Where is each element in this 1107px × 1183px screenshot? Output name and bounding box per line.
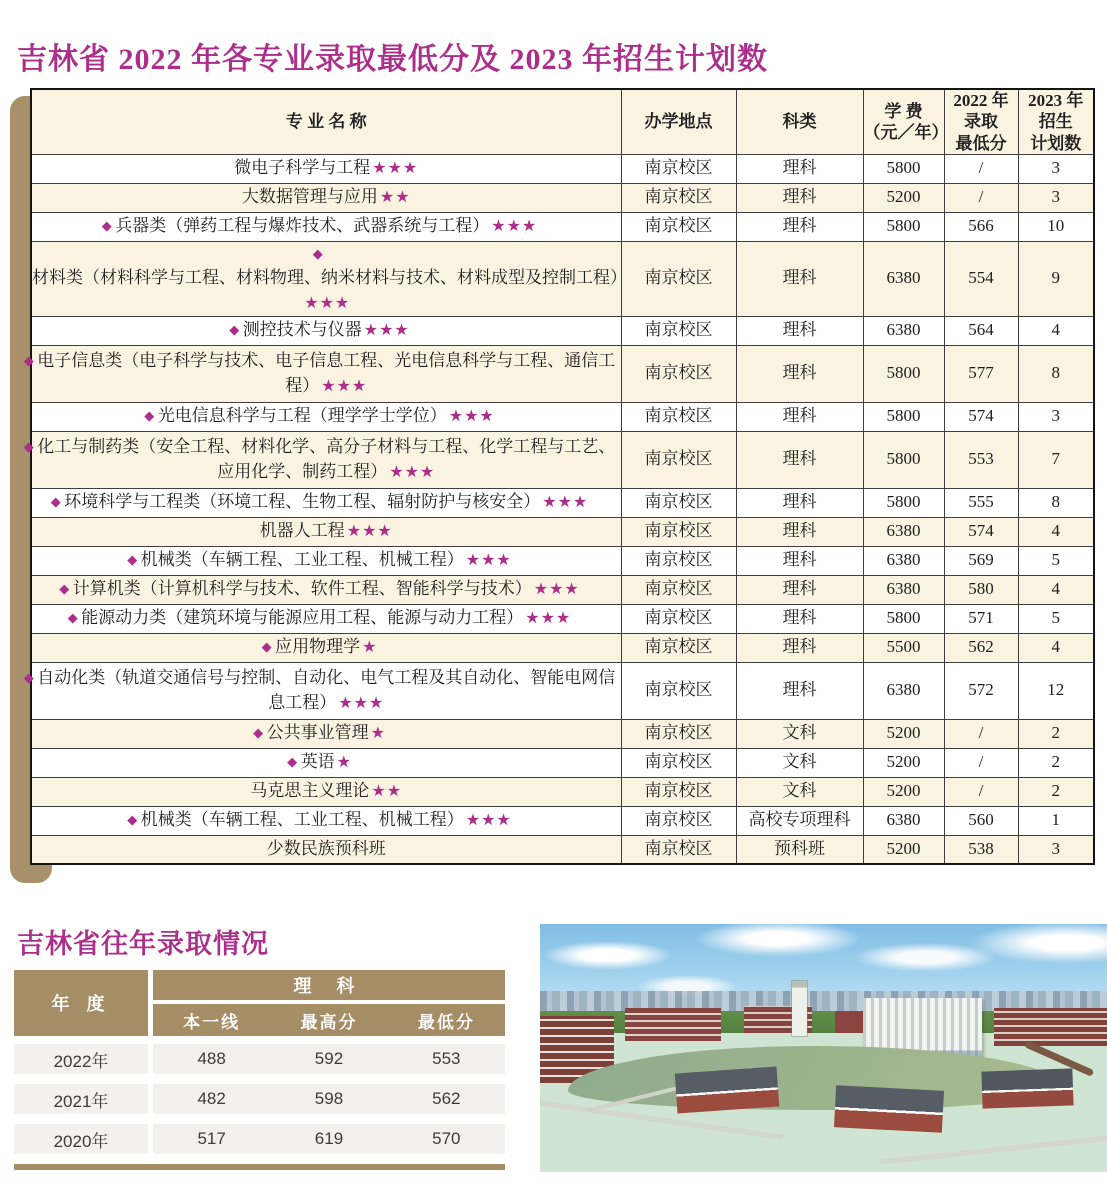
category-cell: 理科 [736,345,863,402]
history-max-cell: 619 [314,1129,344,1148]
photo-foreground-house-1 [675,1067,780,1114]
diamond-icon: ◆ [67,610,78,626]
major-name: 公共事业管理 [266,723,369,743]
major-name: 测控技术与仪器 [242,320,362,340]
major-name-cell [31,546,621,575]
table-row [31,212,1094,241]
plan-count-cell: 2 [1018,719,1094,748]
column-header-plan [1018,89,1094,154]
location-cell: 南京校区 [621,154,736,183]
major-name-cell [31,777,621,806]
plan-count-cell: 9 [1018,241,1094,316]
min-score-cell: 553 [944,431,1018,488]
history-table-header [14,970,505,1036]
major-name: 机器人工程 [259,521,345,541]
location-cell: 南京校区 [621,431,736,488]
header-line: （元／年） [863,122,949,142]
table-row [31,154,1094,183]
star-icons: ★★★ [448,408,495,426]
location-cell: 南京校区 [621,633,736,662]
table-row [31,806,1094,835]
plan-count-cell: 7 [1018,431,1094,488]
major-name-cell [31,488,621,517]
history-table-rows [14,1044,505,1154]
major-name: 少数民族预科班 [266,839,386,859]
history-ben-cell: 488 [197,1049,226,1068]
tuition-cell: 5200 [863,835,944,864]
table-row [31,748,1094,777]
tuition-cell: 5800 [863,431,944,488]
category-cell: 预科班 [736,835,863,864]
category-cell: 理科 [736,183,863,212]
star-icons: ★ [370,725,386,743]
major-name-cell [23,662,621,719]
major-name-cell [31,748,621,777]
plan-count-cell: 10 [1018,212,1094,241]
star-icons: ★★★ [346,523,393,541]
history-min-cell: 570 [432,1129,461,1148]
location-cell: 南京校区 [621,604,736,633]
location-cell: 南京校区 [621,748,736,777]
major-name: 自动化类（轨道交通信号与控制、自动化、电气工程及其自动化、智能电网信息工程） [37,668,616,712]
star-icons: ★★ [371,783,403,801]
major-name: 机械类（车辆工程、工业工程、机械工程） [140,550,464,570]
major-name-cell [31,575,621,604]
star-icons: ★ [362,639,378,657]
diamond-icon: ◆ [287,754,298,770]
category-cell: 理科 [736,431,863,488]
table-row [31,662,1094,719]
photo-red-building-2 [625,1008,721,1040]
min-score-cell: 572 [944,662,1018,719]
star-icons: ★★★ [304,295,351,313]
min-score-cell: / [944,719,1018,748]
major-name: 应用物理学 [275,637,361,657]
header-line: 招生 [1038,112,1073,132]
category-cell: 文科 [736,719,863,748]
tuition-cell: 6380 [863,546,944,575]
major-name: 大数据管理与应用 [241,187,378,207]
history-title: 吉林省往年录取情况 [17,929,269,959]
star-icons: ★★★ [321,377,368,395]
table-row [31,546,1094,575]
major-name-cell [31,604,621,633]
tuition-cell: 6380 [863,575,944,604]
history-row [14,1124,505,1154]
table-row [31,604,1094,633]
star-icons: ★★★ [465,812,512,830]
tuition-cell: 5800 [863,402,944,431]
admissions-table [23,88,1095,865]
tuition-cell: 5800 [863,488,944,517]
table-row [31,633,1094,662]
column-header-location: 办学地点 [621,89,736,154]
category-cell: 理科 [736,402,863,431]
star-icons: ★★★ [363,322,410,340]
major-name: 化工与制药类（安全工程、材料化学、高分子材料与工程、化学工程与工艺、应用化学、制药工程） [37,437,616,481]
category-cell: 理科 [736,517,863,546]
column-header-min-score [944,89,1018,154]
star-icons: ★★ [379,189,411,207]
tuition-cell: 5800 [863,154,944,183]
category-cell: 理科 [736,241,863,316]
diamond-icon: ◆ [59,581,70,597]
table-row [31,316,1094,345]
location-cell: 南京校区 [621,345,736,402]
history-year-cell: 2022年 [14,1044,148,1074]
star-icons: ★★★ [372,160,419,178]
diamond-icon: ◆ [50,494,61,510]
header-row [31,89,1094,154]
location-cell: 南京校区 [621,546,736,575]
min-score-cell: 554 [944,241,1018,316]
category-cell: 理科 [736,575,863,604]
history-year-cell: 2021年 [14,1084,148,1114]
min-score-cell: 560 [944,806,1018,835]
category-cell: 理科 [736,662,863,719]
min-score-cell: 580 [944,575,1018,604]
location-cell: 南京校区 [621,777,736,806]
major-name-cell [23,431,621,488]
min-score-cell: 566 [944,212,1018,241]
photo-foreground-house-3 [982,1069,1074,1109]
plan-count-cell: 1 [1018,806,1094,835]
photo-red-building-right [994,1008,1107,1045]
star-icons: ★★★ [338,694,385,712]
plan-count-cell: 8 [1018,345,1094,402]
tuition-cell: 6380 [863,316,944,345]
star-icons: ★★★ [533,581,580,599]
history-year-cell: 2020年 [14,1124,148,1154]
history-table [14,970,505,1170]
table-row [31,241,1094,316]
diamond-icon: ◆ [229,322,240,338]
tuition-cell: 5800 [863,212,944,241]
history-header-year: 年 度 [14,970,148,1036]
category-cell: 文科 [736,748,863,777]
tuition-cell: 5200 [863,183,944,212]
category-cell: 理科 [736,488,863,517]
header-line: 计划数 [1030,133,1082,153]
history-values [153,1084,505,1114]
diamond-icon: ◆ [253,725,264,741]
major-name-cell [31,402,621,431]
min-score-cell: / [944,154,1018,183]
header-line: 录取 [964,112,998,132]
tuition-cell: 6380 [863,662,944,719]
location-cell: 南京校区 [621,241,736,316]
plan-count-cell: 8 [1018,488,1094,517]
admissions-table-body [23,154,1094,864]
major-name: 环境科学与工程类（环境工程、生物工程、辐射防护与核安全） [64,492,541,512]
major-name-cell [31,316,621,345]
history-header-ben: 本一线 [183,1012,241,1032]
category-cell: 理科 [736,546,863,575]
table-row [31,183,1094,212]
major-name-cell [31,633,621,662]
location-cell: 南京校区 [621,719,736,748]
diamond-icon: ◆ [127,812,138,828]
major-name: 兵器类（弹药工程与爆炸技术、武器系统与工程） [115,216,490,236]
history-header-subcolumns [153,1004,505,1036]
plan-count-cell: 2 [1018,777,1094,806]
major-name-cell [23,345,621,402]
table-row [31,517,1094,546]
major-name: 微电子科学与工程 [234,158,371,178]
column-header-category: 科类 [736,89,863,154]
plan-count-cell: 3 [1018,183,1094,212]
plan-count-cell: 4 [1018,517,1094,546]
major-name-cell [31,517,621,546]
min-score-cell: / [944,777,1018,806]
campus-photo [540,924,1107,1172]
major-name-cell [31,719,621,748]
category-cell: 理科 [736,212,863,241]
star-icons: ★ [336,754,352,772]
table-row [31,402,1094,431]
tuition-cell: 5800 [863,345,944,402]
header-line: 最低分 [955,133,1007,153]
major-name: 马克思主义理论 [250,781,370,801]
location-cell: 南京校区 [621,183,736,212]
tuition-cell: 5200 [863,777,944,806]
table-row [31,575,1094,604]
plan-count-cell: 5 [1018,604,1094,633]
min-score-cell: 571 [944,604,1018,633]
column-header-tuition [863,89,949,154]
history-ben-cell: 517 [197,1129,226,1148]
star-icons: ★★★ [525,610,572,628]
plan-count-cell: 2 [1018,748,1094,777]
tuition-cell: 6380 [863,517,944,546]
major-name-cell [31,212,621,241]
category-cell: 理科 [736,154,863,183]
location-cell: 南京校区 [621,835,736,864]
table-row [31,488,1094,517]
page-title: 吉林省 2022 年各专业录取最低分及 2023 年招生计划数 [17,43,768,76]
diamond-icon: ◆ [127,552,138,568]
min-score-cell: 538 [944,835,1018,864]
table-row [31,719,1094,748]
plan-count-cell: 4 [1018,316,1094,345]
major-name: 能源动力类（建筑环境与能源应用工程、能源与动力工程） [81,608,524,628]
history-header-min: 最低分 [417,1012,475,1032]
location-cell: 南京校区 [621,402,736,431]
photo-foreground-house-2 [834,1085,944,1133]
plan-count-cell: 4 [1018,633,1094,662]
diamond-icon: ◆ [101,218,112,234]
plan-count-cell: 4 [1018,575,1094,604]
history-min-cell: 562 [432,1089,461,1108]
tuition-cell: 5200 [863,719,944,748]
plan-count-cell: 3 [1018,154,1094,183]
star-icons: ★★★ [389,463,436,481]
major-name-cell [31,183,621,212]
history-header-right [153,970,505,1036]
header-line: 2022 年 [953,91,1009,110]
header-line: 学 费 [884,101,923,121]
plan-count-cell: 3 [1018,835,1094,864]
major-name-cell [31,835,621,864]
diamond-icon: ◆ [144,408,155,424]
history-row [14,1044,505,1074]
star-icons: ★★★ [491,218,538,236]
history-min-cell: 553 [432,1049,461,1068]
diamond-icon: ◆ [312,245,323,261]
min-score-cell: 555 [944,488,1018,517]
history-header-max: 最高分 [300,1012,358,1032]
major-name: 计算机类（计算机科学与技术、软件工程、智能科学与技术） [72,579,532,599]
location-cell: 南京校区 [621,662,736,719]
location-cell: 南京校区 [621,316,736,345]
tuition-cell: 5500 [863,633,944,662]
tuition-cell: 6380 [863,241,944,316]
table-row [31,345,1094,402]
category-cell: 高校专项理科 [736,806,863,835]
plan-count-cell: 12 [1018,662,1094,719]
location-cell: 南京校区 [621,575,736,604]
category-cell: 理科 [736,316,863,345]
tuition-cell: 5800 [863,604,944,633]
category-cell: 文科 [736,777,863,806]
history-values [153,1124,505,1154]
diamond-icon: ◆ [23,670,34,686]
major-name: 材料类（材料科学与工程、材料物理、纳米材料与技术、材料成型及控制工程） [32,268,627,288]
location-cell: 南京校区 [621,488,736,517]
tuition-cell: 6380 [863,806,944,835]
star-icons: ★★★ [542,494,589,512]
history-max-cell: 598 [314,1089,344,1108]
location-cell: 南京校区 [621,212,736,241]
tuition-cell: 5200 [863,748,944,777]
column-header-major: 专 业 名 称 [31,89,621,154]
min-score-cell: 574 [944,402,1018,431]
history-table-bottom-rule [14,1164,505,1170]
major-name: 光电信息科学与工程（理学学士学位） [157,406,447,426]
location-cell: 南京校区 [621,806,736,835]
history-max-cell: 592 [314,1049,344,1068]
min-score-cell: / [944,748,1018,777]
min-score-cell: / [944,183,1018,212]
min-score-cell: 569 [944,546,1018,575]
min-score-cell: 562 [944,633,1018,662]
major-name: 机械类（车辆工程、工业工程、机械工程） [140,810,464,830]
history-header-science-group: 理 科 [153,970,505,1000]
major-name-cell [31,806,621,835]
major-name: 英语 [300,752,335,772]
admissions-table-section [23,88,1093,865]
history-ben-cell: 482 [197,1089,226,1108]
star-icons: ★★★ [465,552,512,570]
plan-count-cell: 5 [1018,546,1094,575]
photo-red-building-4 [835,1011,863,1033]
min-score-cell: 577 [944,345,1018,402]
history-row [14,1084,505,1114]
photo-clock-tower [792,981,807,1036]
category-cell: 理科 [736,604,863,633]
major-name-cell [31,154,621,183]
header-line: 2023 年 [1028,91,1084,110]
diamond-icon: ◆ [23,353,34,369]
major-name: 电子信息类（电子科学与技术、电子信息工程、光电信息科学与工程、通信工程） [37,351,616,395]
category-cell: 理科 [736,633,863,662]
diamond-icon: ◆ [23,439,34,455]
min-score-cell: 574 [944,517,1018,546]
table-row [31,777,1094,806]
table-row [31,431,1094,488]
table-row [31,835,1094,864]
major-name-cell [31,241,627,316]
min-score-cell: 564 [944,316,1018,345]
diamond-icon: ◆ [261,639,272,655]
plan-count-cell: 3 [1018,402,1094,431]
history-values [153,1044,505,1074]
location-cell: 南京校区 [621,517,736,546]
